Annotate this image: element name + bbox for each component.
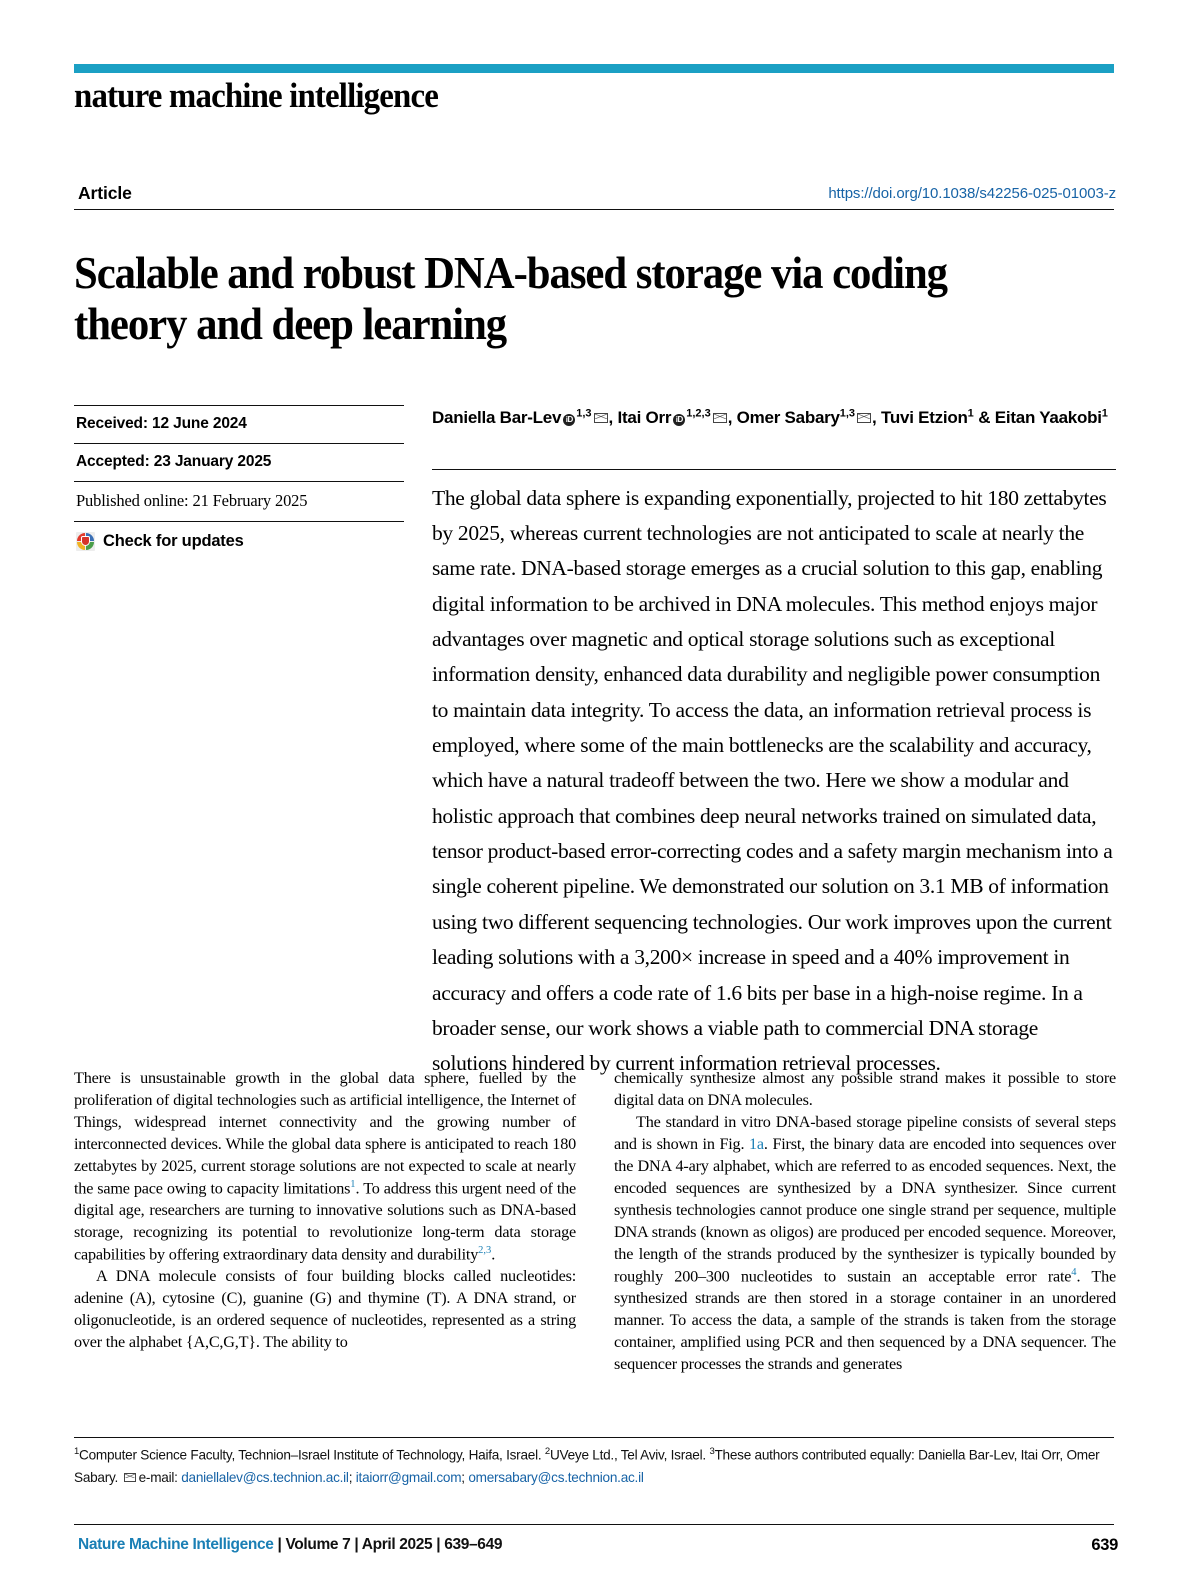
check-for-updates-label: Check for updates	[103, 532, 244, 550]
orcid-icon[interactable]: iD	[673, 414, 685, 426]
author-affiliation-marker: 1	[967, 407, 974, 420]
email-link[interactable]: daniellalev@cs.technion.ac.il	[181, 1469, 349, 1485]
author-name: Tuvi Etzion	[881, 408, 968, 427]
accepted-date: Accepted: 23 January 2025	[76, 453, 272, 470]
affiliation-marker-1: 1	[74, 1446, 80, 1457]
doi-link[interactable]: https://doi.org/10.1038/s42256-025-01003-z	[828, 185, 1116, 202]
equal-contribution-note: These authors contributed equally: Daniella Bar-Lev, Itai Orr, Omer Sabary.	[74, 1447, 1100, 1485]
figure-1a-link[interactable]: 1a	[749, 1134, 764, 1153]
footer-volume-info: | Volume 7 | April 2025 | 639–649	[273, 1536, 503, 1553]
email-separator: ;	[461, 1469, 469, 1485]
footer-journal-name[interactable]: Nature Machine Intelligence	[78, 1536, 274, 1553]
email-list	[181, 1470, 643, 1485]
email-separator: ;	[348, 1469, 356, 1485]
orcid-icon[interactable]: iD	[563, 414, 575, 426]
paragraph-pipeline-part3: . The synthesized strands are then stored in a storage container in an unordered manner. To access the data, a sample of the strands is taken from the storage container, amplified using PCR and then sequenced by a DNA sequencer. The sequencer processes the strands and generates	[614, 1266, 1116, 1373]
author-affiliation-marker: 1,3	[839, 407, 856, 420]
abstract-text: The global data sphere is expanding exponentially, projected to hit 180 zettabytes by 2025, whereas current technologies are not anticipated to scale at nearly the same rate. DNA-based storage emerges as a crucial solution to this gap, enabling digital information to be archived in DNA molecules. This method enjoys major advantages over magnetic and optical storage solutions such as exceptional information density, enhanced data durability and negligible power consumption to maintain data integrity. To access the data, an information retrieval process is employed, where some of the main bottlenecks are the scalability and accuracy, which have a natural tradeoff between the two. Here we show a modular and holistic approach that combines deep neural networks trained on simulated data, tensor product-based error-correcting codes and a safety margin mechanism into a single coherent pipeline. We demonstrated our solution on 3.1 MB of information using two different sequencing technologies. Our work improves upon the current leading solutions with a 3,200× increase in speed and a 40% improvement in accuracy and offers a code rate of 1.6 bits per base in a high-noise regime. In a broader sense, our work shows a viable path to commercial DNA storage solutions hindered by current information retrieval processes.	[432, 485, 1113, 1076]
author-name: Omer Sabary	[736, 408, 840, 427]
received-date: Received: 12 June 2024	[76, 415, 247, 432]
header-divider	[74, 209, 1114, 210]
body-column-left	[74, 1068, 576, 1376]
envelope-icon[interactable]	[713, 413, 727, 423]
published-date: Published online: 21 February 2025	[76, 491, 308, 510]
author-separator: ,	[727, 408, 737, 427]
citation-ref-2-3[interactable]: 2,3	[478, 1245, 492, 1257]
envelope-icon	[124, 1473, 136, 1482]
paragraph-pipeline-part1: The standard in vitro DNA-based storage pipeline consists of several steps and is shown in Fig.	[614, 1112, 1116, 1153]
authors-and-abstract	[432, 405, 1116, 1082]
paragraph-intro	[74, 1068, 576, 1266]
email-label: e-mail:	[138, 1469, 182, 1485]
affiliation-marker-3: 3	[709, 1446, 715, 1457]
citation-ref-4[interactable]: 4	[1071, 1266, 1077, 1278]
journal-masthead: nature machine intelligence	[74, 76, 439, 115]
footer-citation	[78, 1536, 502, 1554]
body-columns	[74, 1068, 1116, 1376]
body-column-right	[614, 1068, 1116, 1376]
author-affiliation-marker: 1	[1101, 407, 1108, 420]
affiliation-marker-2: 2	[544, 1446, 550, 1457]
email-link[interactable]: omersabary@cs.technion.ac.il	[468, 1469, 644, 1485]
envelope-icon[interactable]	[594, 413, 608, 423]
author-name: Itai Orr	[617, 408, 672, 427]
email-link[interactable]: itaiorr@gmail.com	[355, 1469, 462, 1485]
check-for-updates-button[interactable]	[74, 522, 404, 551]
citation-ref-1[interactable]: 1	[350, 1178, 356, 1190]
author-separator: ,	[872, 408, 881, 427]
author-name: Eitan Yaakobi	[994, 408, 1102, 427]
footnote-divider	[74, 1437, 1114, 1438]
page-title: Scalable and robust DNA-based storage via coding theory and deep learning	[74, 248, 948, 349]
affiliation-1: Computer Science Faculty, Technion–Israel Institute of Technology, Haifa, Israel.	[79, 1447, 545, 1463]
author-affiliation-marker: 1,2,3	[686, 407, 711, 420]
article-type-label: Article	[78, 183, 132, 203]
affiliations-block	[74, 1444, 1120, 1489]
crossmark-icon	[76, 532, 95, 551]
brand-accent-rule	[74, 64, 1114, 73]
publication-metadata	[74, 405, 404, 551]
author-separator: &	[973, 408, 995, 427]
paragraph-synthesize: chemically synthesize almost any possible strand makes it possible to store digital data on DNA molecules.	[614, 1069, 1116, 1109]
author-separator: ,	[608, 408, 618, 427]
page-number: 639	[1091, 1536, 1118, 1554]
author-name: Daniella Bar-Lev	[432, 408, 562, 427]
paragraph-dna-molecule: A DNA molecule consists of four building blocks called nucleotides: adenine (A), cytosine (C), guanine (G) and thymine (T). A DNA strand, or oligonucleotide, is an ordered sequence of nucleotides, represented as a string over the alphabet {A,C,G,T}. The ability to	[74, 1267, 576, 1352]
envelope-icon[interactable]	[857, 413, 871, 423]
author-list	[432, 405, 1116, 435]
author-affiliation-marker: 1,3	[576, 407, 592, 420]
paragraph-pipeline-part2: . First, the binary data are encoded into sequences over the DNA 4-ary alphabet, which are referred to as encoded sequences. Next, the encoded sequences are synthesized by a DNA synthesizer. Since current synthesis technologies cannot produce one single strand per sequence, multiple DNA strands (known as oligos) are produced per encoded sequence. Moreover, the length of the strands produced by the synthesizer is typically bounded by roughly 200–300 nucleotides to sustain an acceptable error rate	[614, 1134, 1116, 1285]
paragraph-intro-part2: . To address this urgent need of the digital age, researchers are turning to innovative solutions such as DNA-based storage, recognizing its potential to revolutionize long-term data storage capabilities by offering extraordinary data density and durability	[74, 1179, 576, 1264]
paragraph-pipeline	[614, 1112, 1116, 1376]
affiliation-2: UVeye Ltd., Tel Aviv, Israel.	[549, 1447, 710, 1463]
paragraph-intro-part1: There is unsustainable growth in the global data sphere, fuelled by the proliferation of digital technologies such as artificial intelligence, the Internet of Things, widespread internet connectivity and the growing number of interconnected devices. While the global data sphere is anticipated to reach 180 zettabytes by 2025, current storage solutions are not expected to scale at nearly the same pace owing to capacity limitations	[74, 1069, 576, 1198]
footer-divider	[74, 1524, 1114, 1525]
paragraph-intro-part3: .	[491, 1245, 496, 1264]
